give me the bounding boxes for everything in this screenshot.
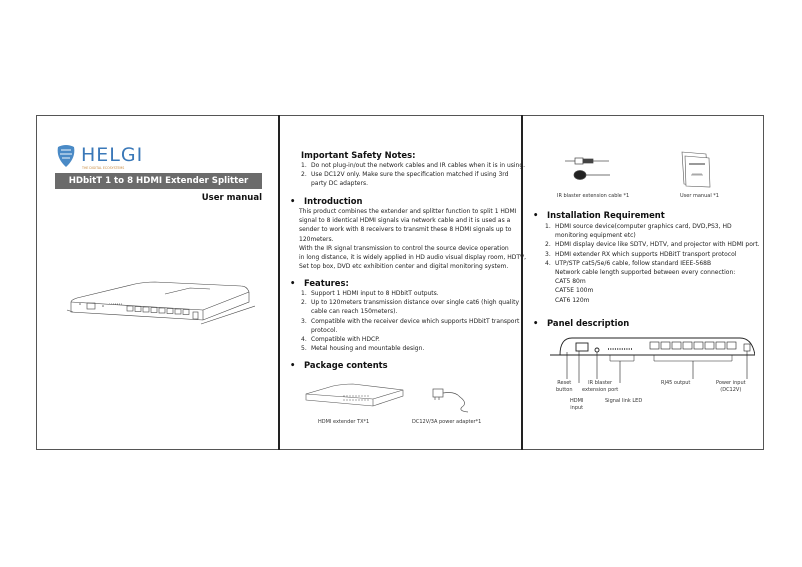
panel-diagram [550, 333, 755, 383]
installation-item: 4. UTP/STP cat5/5e/6 cable, follow standard IEEE-568B [545, 259, 712, 267]
panel-heading: • Panel description [533, 318, 629, 328]
safety-item-cont: party DC adapters. [311, 180, 368, 188]
installation-item-cont: CAT6 120m [555, 296, 590, 304]
panel-label-hdmi-input: HDMI input [570, 398, 584, 411]
installation-item: 3. HDMI extender RX which supports HDBitT transport protocol [545, 250, 737, 258]
feature-item: 2. Up to 120meters transmission distance over single cat6 (high quality [301, 299, 520, 307]
panel-label-ir-port: IR blaster extension port [582, 380, 619, 393]
feature-item: 4. Compatible with HDCP. [301, 336, 380, 344]
logo-shield-icon [55, 144, 77, 168]
feature-item: 5. Metal housing and mountable design. [301, 345, 425, 353]
features-heading: • Features: [290, 278, 519, 288]
extender-tx-illustration [303, 380, 408, 416]
installation-item: 1. HDMI source device(computer graphics card, DVD,PS3, HD [545, 223, 732, 230]
package-item-caption: IR blaster extension cable *1 [557, 193, 630, 199]
installation-item-cont: Network cable length supported between every connection: [555, 269, 736, 277]
document-subtitle: User manual [201, 193, 262, 203]
safety-item: 2. Use DC12V only. Make sure the specification matched if using 3rd [301, 171, 509, 179]
safety-heading: Important Safety Notes: [301, 150, 416, 160]
safety-item: 1. Do not plug-in/out the network cables and IR cables when it is in using. [301, 162, 526, 169]
feature-item-cont: cable can reach 150meters). [311, 308, 398, 316]
panel-label-power-input: Power input (DC12V) [716, 380, 746, 393]
brand-name: HELGI [81, 144, 144, 166]
package-item-caption: User manual *1 [680, 193, 719, 199]
ir-cable-illustration [565, 155, 615, 185]
installation-item: 2. HDMI display device like SDTV, HDTV, and projector with HDMI port. [545, 241, 760, 249]
brand-logo [55, 144, 144, 172]
user-manual-illustration [680, 150, 712, 188]
installation-item-cont: monitoring equipment etc) [555, 232, 636, 240]
panel-label-reset-button: Reset button [556, 380, 573, 393]
installation-item-cont: CAT5E 100m [555, 287, 594, 295]
package-item-caption: DC12V/3A power adapter*1 [412, 419, 482, 425]
feature-item-cont: protocol. [311, 326, 338, 334]
safety-section [301, 150, 525, 189]
feature-item: 3. Compatible with the receiver device which supports HDbitT transport [301, 317, 520, 325]
installation-heading: • Installation Requirement [533, 210, 760, 220]
introduction-heading: • Introduction [290, 196, 526, 206]
features-section [290, 278, 519, 353]
installation-item-cont: CAT5 80m [555, 278, 586, 286]
panel-label-rj45-output: RJ45 output [661, 380, 691, 386]
panel-label-signal-led: Signal link LED [605, 398, 643, 404]
brand-tagline: THE DIGITAL ECOSYSTEMS [82, 166, 125, 170]
title-bar [55, 173, 262, 189]
document-title: HDbitT 1 to 8 HDMI Extender Splitter [68, 176, 249, 186]
installation-section [533, 210, 760, 305]
feature-item: 1. Support 1 HDMI input to 8 HDbitT outputs. [301, 290, 439, 297]
introduction-body: This product combines the extender and splitter function to split 1 HDMI signal to 8 identical HDMI signals via network cable and it is used as a sender to work with 8 receivers to transmit these 8 HDMI signals up to 120meters. With the IR signal transmission to control the source device operation in long distance, it is widely applied in HD audio visual display room, HDTV, Set top box, DVD etc exhibition center and digital monitoring system. [299, 208, 527, 271]
device-illustration [65, 280, 255, 340]
column-divider [278, 115, 280, 450]
power-adapter-illustration [430, 385, 475, 415]
introduction-section [290, 196, 526, 271]
package-item-caption: HDMI extender TX*1 [318, 419, 370, 425]
package-heading: • Package contents [290, 360, 388, 370]
